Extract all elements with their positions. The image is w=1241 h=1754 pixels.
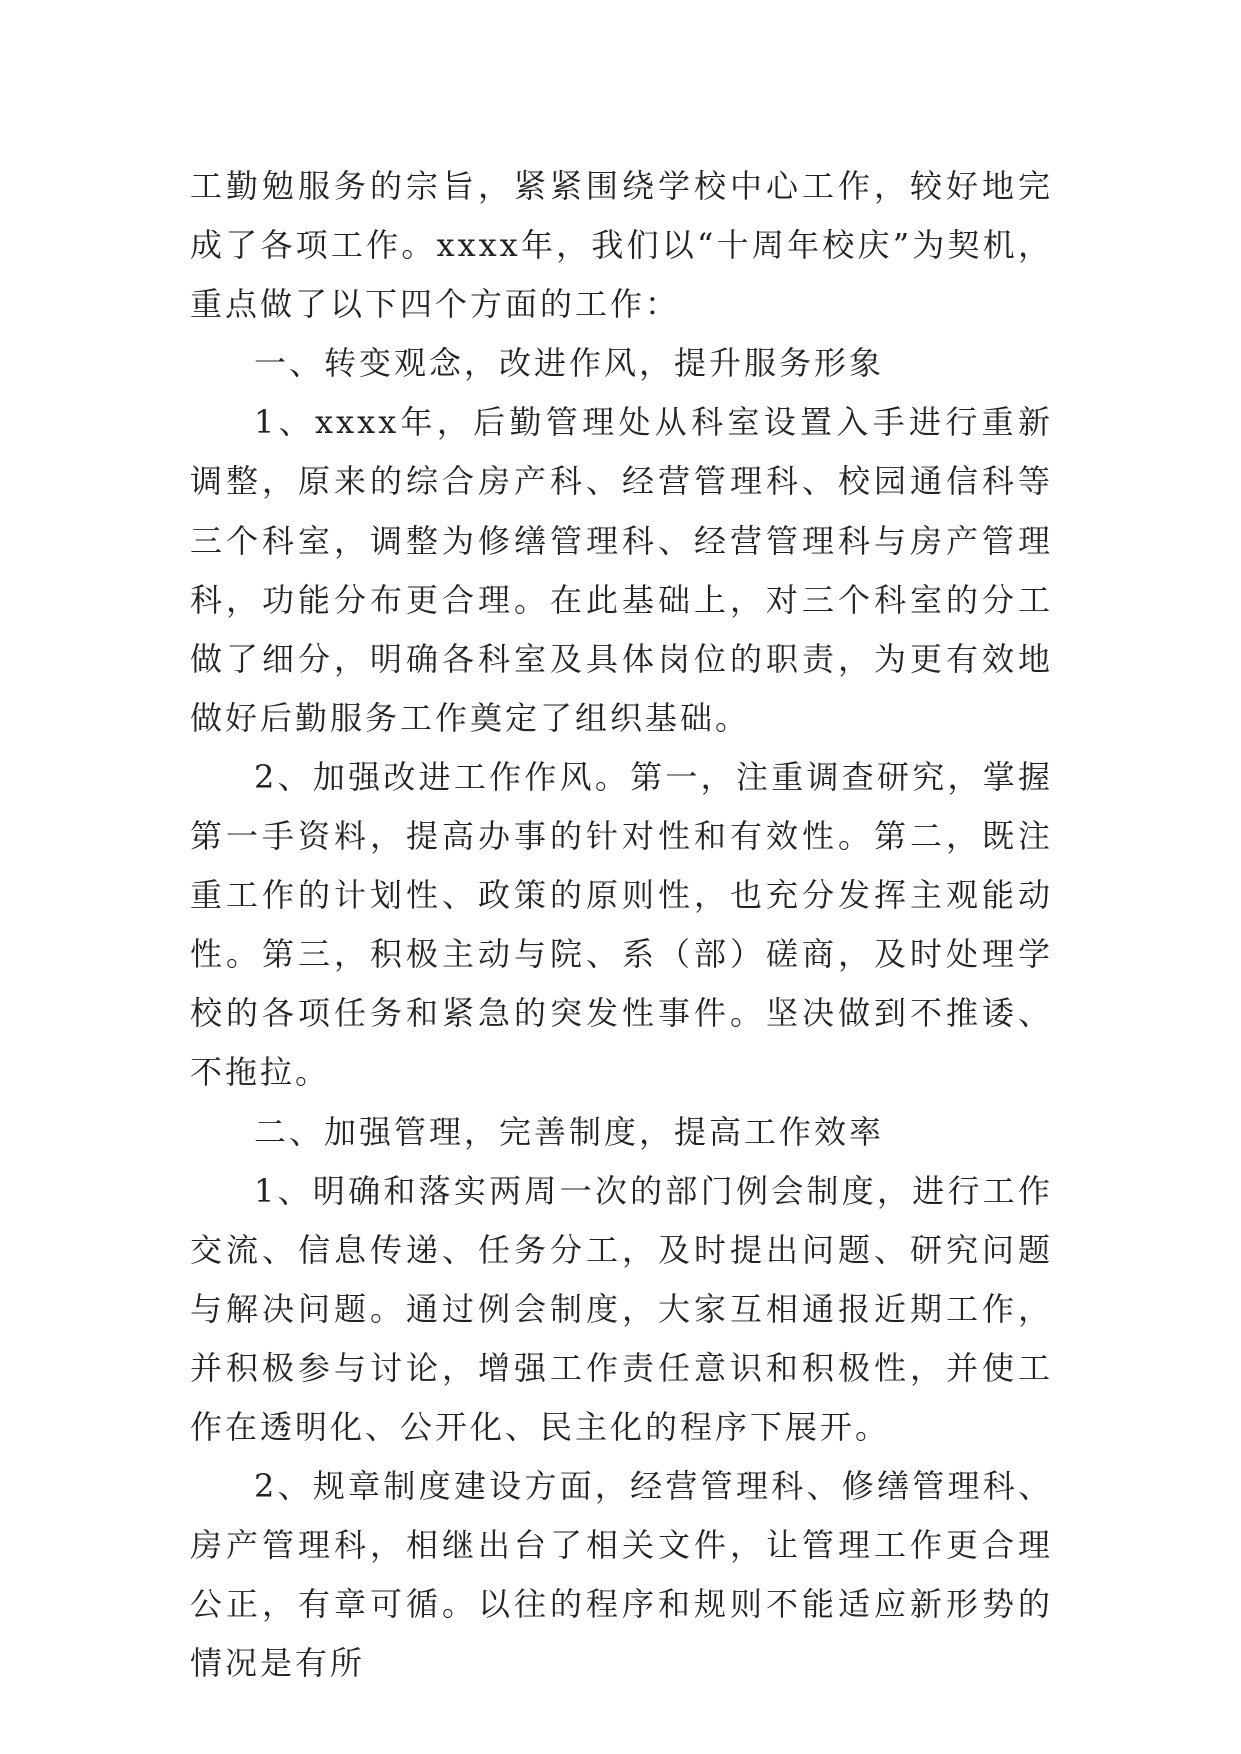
paragraph-2-1: 1、明确和落实两周一次的部门例会制度，进行工作交流、信息传递、任务分工，及时提出问题、研究问题与解决问题。通过例会制度，大家互相通报近期工作，并积极参与讨论，增强工作责任意识和积极性，并使工作在透明化、公开化、民主化的程序下展开。 [190,1171,1053,1446]
paragraph-continuation: 工勤勉服务的宗旨，紧紧围绕学校中心工作，较好地完成了各项工作。xxxx年，我们以“十周年校庆”为契机，重点做了以下四个方面的工作： [190,167,1053,324]
section-heading-2: 二、加强管理，完善制度，提高工作效率 [254,1112,885,1151]
paragraph-1-1: 1、xxxx年，后勤管理处从科室设置入手进行重新调整，原来的综合房产科、经营管理科、校园通信科等三个科室，调整为修缮管理科、经营管理科与房产管理科，功能分布更合理。在此基础上，对三个科室的分工做了细分，明确各科室及具体岗位的职责，为更有效地做好后勤服务工作奠定了组织基础。 [190,403,1053,737]
paragraph-2-2: 2、规章制度建设方面，经营管理科、修缮管理科、房产管理科，相继出台了相关文件，让管理工作更合理公正，有章可循。以往的程序和规则不能适应新形势的情况是有所 [190,1467,1053,1683]
paragraph-1-2: 2、加强改进工作作风。第一，注重调查研究，掌握第一手资料，提高办事的针对性和有效性。第二，既注重工作的计划性、政策的原则性，也充分发挥主观能动性。第三，积极主动与院、系（部）磋商，及时处理学校的各项任务和紧急的突发性事件。坚决做到不推诿、不拖拉。 [190,757,1053,1092]
section-heading-1: 一、转变观念，改进作风，提升服务形象 [254,344,885,383]
document-body [190,157,1053,1693]
